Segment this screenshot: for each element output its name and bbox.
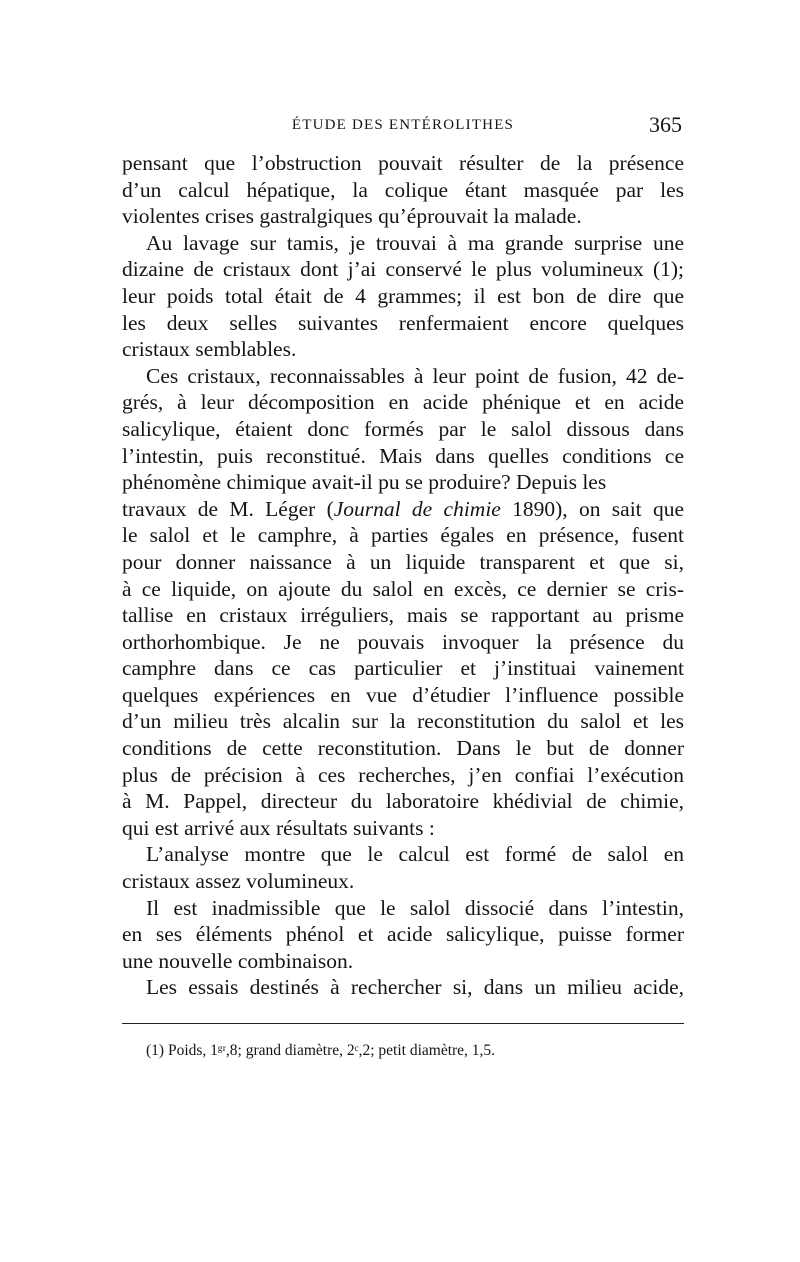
text-line: pensant que l’obstruction pouvait résulter de la présence bbox=[122, 151, 684, 175]
text-line: d’un milieu très alcalin sur la reconstitution du salol et les bbox=[122, 709, 684, 734]
text-line: à M. Pappel, directeur du laboratoire khédivial de chimie, bbox=[122, 789, 684, 814]
paragraph bbox=[122, 895, 684, 975]
paragraph bbox=[122, 974, 684, 1001]
text-line: en ses éléments phénol et acide salicylique, puisse former bbox=[122, 922, 684, 947]
text-line: qui est arrivé aux résultats suivants : bbox=[122, 815, 435, 840]
paragraph bbox=[122, 522, 684, 841]
text-line: tallise en cristaux irréguliers, mais se rapportant au prisme bbox=[122, 603, 684, 628]
text-line: cristaux assez volumineux. bbox=[122, 869, 355, 894]
text-line: l’intestin, puis reconstitué. Mais dans quelles conditions ce bbox=[122, 443, 684, 468]
paragraph-group bbox=[122, 150, 684, 496]
text-line: une nouvelle combinaison. bbox=[122, 948, 354, 973]
running-head bbox=[122, 112, 684, 142]
text-line: camphre dans ce cas particulier et j’instituai vainement bbox=[122, 656, 684, 681]
text-line: phénomène chimique avait-il pu se produire? Depuis les bbox=[122, 470, 607, 495]
text-line: violentes crises gastralgiques qu’éprouvait la malade. bbox=[122, 204, 582, 229]
text-line: Il est inadmissible que le salol dissocié dans l’intestin, bbox=[146, 895, 684, 920]
footnote: (1) Poids, 1ᵍʳ,8; grand diamètre, 2ᶜ,2; petit diamètre, 1,5. bbox=[146, 1042, 496, 1059]
text-segment: travaux de M. Léger ( bbox=[122, 496, 334, 521]
text-line: d’un calcul hépatique, la colique étant masquée par les bbox=[122, 177, 684, 202]
text-line: orthorhombique. Je ne pouvais invoquer la présence du bbox=[122, 629, 684, 654]
text-line: Ces cristaux, reconnaissables à leur point de fusion, 42 de- bbox=[146, 363, 684, 388]
paragraph bbox=[122, 363, 684, 496]
page-number: 365 bbox=[649, 112, 682, 137]
text-line: conditions de cette reconstitution. Dans le but de donner bbox=[122, 736, 684, 761]
text-line: pour donner naissance à un liquide transparent et que si, bbox=[122, 549, 684, 574]
footnote-divider bbox=[122, 1023, 684, 1024]
body-text bbox=[122, 150, 684, 1001]
text-line: le salol et le camphre, à parties égales en présence, fusent bbox=[122, 523, 684, 548]
paragraph bbox=[122, 150, 684, 230]
text-line: Au lavage sur tamis, je trouvai à ma grande surprise une bbox=[146, 230, 684, 255]
text-line: grés, à leur décomposition en acide phénique et en acide bbox=[122, 390, 684, 415]
paragraph bbox=[122, 230, 684, 363]
text-line: quelques expériences en vue d’étudier l’influence possible bbox=[122, 682, 684, 707]
text-line: L’analyse montre que le calcul est formé de salol en bbox=[146, 842, 684, 867]
text-line bbox=[122, 496, 684, 523]
text-line: cristaux semblables. bbox=[122, 337, 297, 362]
text-line: plus de précision à ces recherches, j’en confiai l’exécution bbox=[122, 762, 684, 787]
text-line: dizaine de cristaux dont j’ai conservé le plus volumineux (1); bbox=[122, 257, 684, 282]
paragraph-group bbox=[122, 522, 684, 1001]
text-segment: 1890), on sait que bbox=[500, 496, 684, 521]
running-title: ÉTUDE DES ENTÉROLITHES bbox=[291, 117, 515, 133]
journal-title: Journal de chimie bbox=[333, 496, 501, 521]
text-line: Les essais destinés à rechercher si, dans un milieu acide, bbox=[146, 975, 684, 1000]
text-line: à ce liquide, on ajoute du salol en excès, ce dernier se cris- bbox=[122, 576, 684, 601]
text-line: les deux selles suivantes renfermaient encore quelques bbox=[122, 310, 684, 335]
paragraph bbox=[122, 841, 684, 894]
text-line: leur poids total était de 4 grammes; il est bon de dire que bbox=[122, 283, 684, 308]
text-line: salicylique, étaient donc formés par le salol dissous dans bbox=[122, 416, 684, 441]
